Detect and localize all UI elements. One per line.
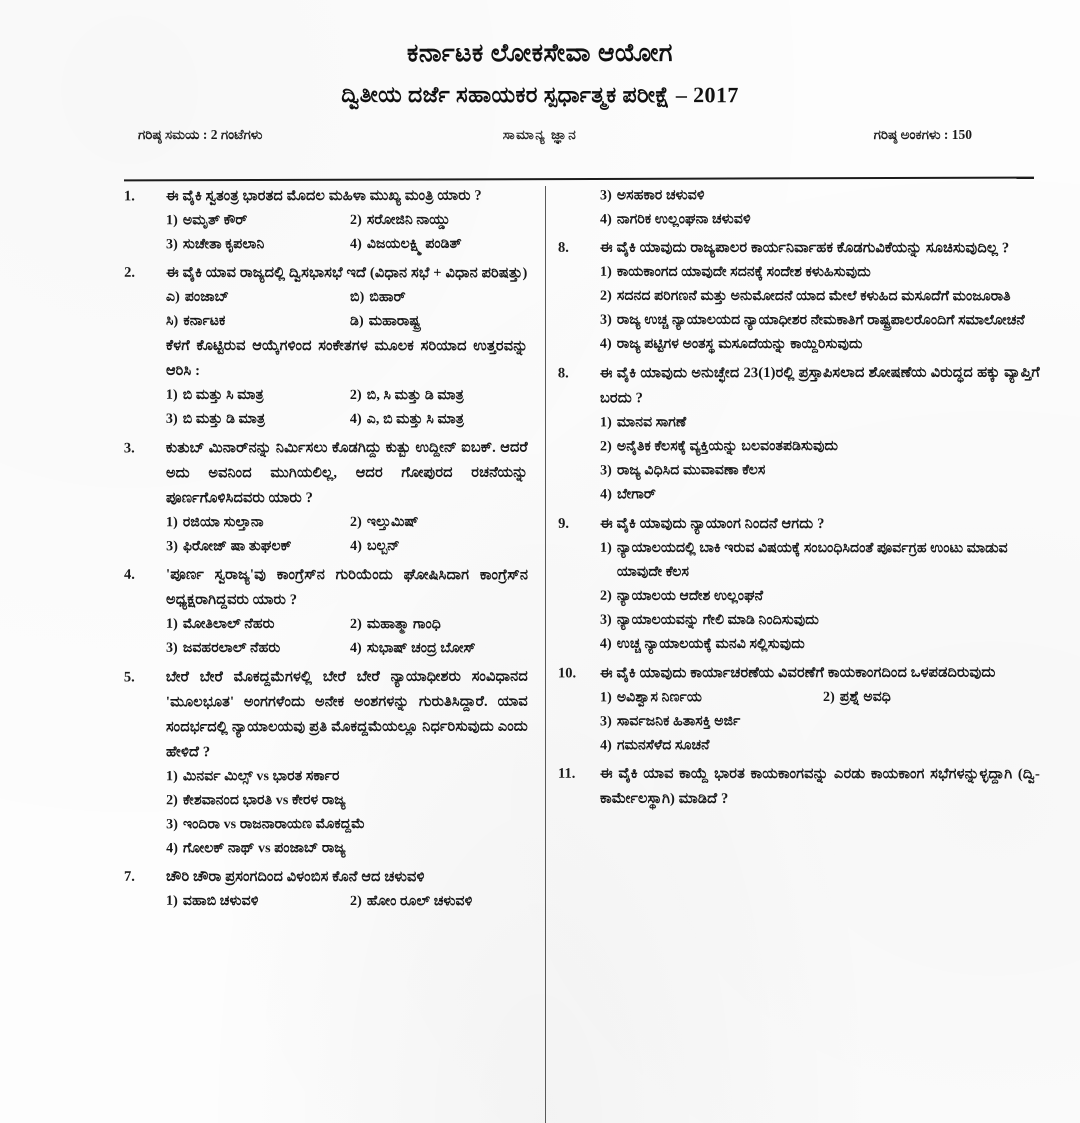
option-item[interactable] bbox=[350, 233, 528, 257]
option-item[interactable] bbox=[600, 285, 1040, 310]
option-text: ಕರ್ನಾಟಕ bbox=[183, 313, 226, 329]
option-list bbox=[166, 765, 528, 862]
option-item[interactable] bbox=[600, 184, 1040, 209]
question-columns bbox=[0, 184, 1080, 1123]
option-item[interactable] bbox=[166, 765, 528, 790]
option-text: ಮಿನರ್ವ ಮಿಲ್ಸ್ vs ಭಾರತ ಸರ್ಕಾರ bbox=[182, 768, 340, 785]
option-item[interactable] bbox=[166, 286, 344, 310]
question-text: ಚೌರಿ ಚೌರಾ ಪ್ರಸಂಗದಿಂದ ವಿಳಂಬಿಸ ಕೊನೆ ಆದ ಚಳುವಳಿ bbox=[166, 869, 425, 886]
option-item[interactable] bbox=[600, 333, 1040, 358]
question-number: 9. bbox=[558, 515, 569, 532]
question-body bbox=[166, 261, 528, 433]
option-label: 2) bbox=[350, 514, 362, 530]
option-item[interactable] bbox=[600, 710, 1040, 735]
option-text: ಬಿ ಮತ್ತು ಡಿ ಮಾತ್ರ bbox=[182, 411, 266, 428]
option-item[interactable] bbox=[600, 686, 817, 710]
option-list bbox=[600, 536, 1040, 657]
question-number bbox=[558, 184, 600, 232]
question-number: 8. bbox=[557, 365, 569, 382]
option-text: ಇಂದಿರಾ vs ರಾಜನಾರಾಯಣ ಮೊಕದ್ದಮೆ bbox=[182, 817, 366, 833]
page-header bbox=[0, 0, 1080, 110]
option-text: ವಹಾಬಿ ಚಳುವಳಿ bbox=[182, 894, 259, 910]
option-list bbox=[166, 286, 528, 335]
option-label: 3) bbox=[165, 411, 178, 427]
option-item[interactable] bbox=[600, 261, 1040, 286]
option-item[interactable] bbox=[600, 483, 1040, 508]
option-label: 3) bbox=[166, 237, 178, 253]
option-text: ಅಸಹಕಾರ ಚಳುವಳಿ bbox=[616, 188, 705, 204]
option-label: 3) bbox=[166, 817, 178, 833]
option-label: 2) bbox=[349, 212, 362, 228]
option-item[interactable] bbox=[166, 637, 344, 661]
question-body bbox=[600, 236, 1040, 358]
option-text: ಅವಿಶ್ವಾಸ ನಿರ್ಣಯ bbox=[616, 690, 702, 706]
option-item[interactable] bbox=[350, 511, 528, 535]
option-text: ಫಿರೋಜ್ ಷಾ ತುಘಲಕ್ bbox=[182, 539, 292, 555]
option-label: 4) bbox=[599, 636, 612, 652]
option-label: 2) bbox=[599, 588, 612, 604]
option-text: ನ್ಯಾಯಾಲಯ ಆದೇಶ ಉಲ್ಲಂಘನೆ bbox=[616, 588, 764, 604]
option-text: ಕಾಯಕಾಂಗದ ಯಾವುದೇ ಸದನಕ್ಕೆ ಸಂದೇಶ ಕಳುಹಿಸುವುದು bbox=[616, 264, 871, 281]
question-block bbox=[558, 511, 1040, 657]
option-text: ರಾಜ್ಯ ವಿಧಿಸಿದ ಮುವಾವಣಾ ಕೆಲಸ bbox=[616, 463, 766, 479]
question-body bbox=[600, 762, 1040, 812]
max-marks-label: ಗರಿಷ್ಠ ಅಂಕಗಳು : 150 bbox=[873, 126, 972, 142]
option-item[interactable] bbox=[600, 459, 1040, 484]
option-item[interactable] bbox=[166, 890, 344, 914]
option-item[interactable] bbox=[166, 789, 528, 814]
option-label: 1) bbox=[166, 515, 178, 531]
option-label: 2) bbox=[349, 894, 362, 910]
question-block bbox=[124, 865, 528, 915]
question-sub-note: ಕೆಳಗೆ ಕೊಟ್ಟಿರುವ ಆಯ್ಕೆಗಳಿಂದ ಸಂಕೇತಗಳ ಮೂಲಕ ಸರಿಯಾದ ಉತ್ತರವನ್ನು ಆರಿಸಿ : bbox=[165, 337, 529, 379]
question-text: ಈ ವೈಕಿ ಯಾವುದು ಅನುಚ್ಛೇದ 23(1)ರಲ್ಲಿ ಪ್ರಸ್ತಾಪಿಸಲಾದ ಶೋಷಣೆಯ ವಿರುದ್ಧದ ಹಕ್ಕು ವ್ಯಾಪ್ತಿಗೆ ಬರದು ? bbox=[599, 364, 1040, 407]
option-text: ಪಂಜಾಬ್ bbox=[184, 289, 229, 305]
option-label: 1) bbox=[165, 213, 178, 229]
option-text: ನಾಗರಿಕ ಉಲ್ಲಂಘನಾ ಚಳುವಳಿ bbox=[616, 212, 751, 228]
option-list bbox=[166, 890, 528, 915]
option-text: ಎ, ಬಿ ಮತ್ತು ಸಿ ಮಾತ್ರ bbox=[366, 412, 464, 428]
option-text: ವಿಜಯಲಕ್ಷ್ಮಿ ಪಂಡಿತ್ bbox=[366, 236, 462, 252]
option-label: ಡಿ) bbox=[350, 314, 364, 330]
option-item[interactable] bbox=[350, 384, 528, 408]
option-item[interactable] bbox=[600, 435, 1040, 460]
option-list bbox=[600, 411, 1040, 508]
question-text: ಈ ವೈಕಿ ಯಾವ ಕಾಯ್ದೆ ಭಾರತ ಕಾಯಕಾಂಗವನ್ನು ಎರಡು ಕಾಯಕಾಂಗ ಸಭೆಗಳನ್ನುಳ್ಳದ್ದಾಗಿ (ದ್ವಿ-ಕಾರ್ಮೇಲಸ್ಥಾಗಿ) ಮಾಡಿದೆ ? bbox=[599, 765, 1041, 807]
option-text: ಗಮನಸೆಳೆದ ಸೂಚನೆ bbox=[616, 738, 710, 754]
left-question-column bbox=[0, 184, 546, 1123]
option-item[interactable] bbox=[350, 535, 528, 559]
option-label: 4) bbox=[599, 337, 612, 353]
question-block bbox=[124, 665, 528, 862]
option-item[interactable] bbox=[600, 411, 1040, 436]
option-text: ಪ್ರಶ್ನೆ ಅವಧಿ bbox=[839, 689, 891, 705]
option-label: 4) bbox=[349, 641, 362, 657]
option-text: ಮೋತಿಲಾಲ್ ನೆಹರು bbox=[182, 616, 275, 632]
question-text: ಕುತುಬ್ ಮಿನಾರ್‌ನನ್ನು ನಿರ್ಮಿಸಲು ಕೊಡಗಿದ್ದು ಕುತ್ಬು ಉದ್ದೀನ್ ಐಬಕ್. ಆದರೆ ಅದು ಅವನಿಂದ ಮುಗಿಯಲಿಲ್ಲ, ಆದರ ಗೋಪುರದ ರಚನೆಯನ್ನು ಪೂರ್ಣಗೊಳಿಸಿದವರು ಯಾರು ? bbox=[165, 439, 528, 507]
option-text: ಕೇಶವಾನಂದ ಭಾರತಿ vs ಕೇರಳ ರಾಜ್ಯ bbox=[182, 793, 346, 809]
option-label: 3) bbox=[600, 463, 612, 479]
right-question-column bbox=[546, 184, 1080, 1123]
option-label: 3) bbox=[599, 188, 612, 204]
option-label: 1) bbox=[600, 540, 612, 556]
option-label: 4) bbox=[166, 841, 179, 857]
question-body bbox=[600, 661, 1040, 759]
option-text: ನ್ಯಾಯಾಲಯವನ್ನು ಗೇಲಿ ಮಾಡಿ ನಿಂದಿಸುವುದು bbox=[616, 612, 819, 628]
option-label: 3) bbox=[600, 714, 612, 730]
question-body bbox=[166, 563, 528, 661]
option-label: 3) bbox=[165, 640, 178, 656]
option-text: ಹೋಂ ರೂಲ್ ಚಳುವಳಿ bbox=[366, 894, 473, 910]
question-block bbox=[558, 361, 1040, 508]
option-label: 2) bbox=[349, 617, 362, 633]
question-block bbox=[124, 184, 528, 258]
option-list bbox=[600, 685, 1040, 758]
option-item[interactable] bbox=[166, 384, 344, 408]
option-label: ಎ) bbox=[166, 289, 180, 305]
option-item[interactable] bbox=[166, 233, 344, 257]
option-item[interactable] bbox=[166, 408, 344, 432]
option-text: ರಾಜ್ಯ ಉಚ್ಚ ನ್ಯಾಯಾಲಯದ ನ್ಯಾಯಾಧೀಶರ ನೇಮಕಾತಿಗೆ ರಾಷ್ಟ್ರಪಾಲರೊಂದಿಗೆ ಸಮಾಲೋಚನೆ bbox=[616, 313, 1025, 329]
option-list bbox=[166, 613, 528, 662]
question-body bbox=[600, 511, 1040, 657]
option-item[interactable] bbox=[600, 208, 1040, 233]
question-number: 5. bbox=[123, 669, 135, 686]
option-item[interactable] bbox=[166, 837, 528, 862]
subject-label: ಸಾಮಾನ್ಯ ಜ್ಞಾನ bbox=[502, 126, 578, 142]
question-text: ಈ ವೈಕಿ ಸ್ವತಂತ್ರ ಭಾರತದ ಮೊದಲ ಮಹಿಳಾ ಮುಖ್ಯ ಮಂತ್ರಿ ಯಾರು ? bbox=[165, 187, 482, 205]
option-item[interactable] bbox=[350, 613, 528, 637]
question-number: 1. bbox=[123, 188, 135, 205]
question-number: 10. bbox=[557, 665, 577, 682]
option-text: ಮಹಾರಾಷ್ಟ್ರ bbox=[368, 314, 421, 330]
question-number: 3. bbox=[123, 440, 135, 457]
question-text: ಬೇರೆ ಬೇರೆ ಮೊಕದ್ದಮೆಗಳಲ್ಲಿ ಬೇರೆ ಬೇರೆ ನ್ಯಾಯಾಧೀಶರು ಸಂವಿಧಾನದ 'ಮೂಲಭೂತ' ಅಂಗಗಳೆಂದು ಅನೇಕ ಅಂಶಗಳನ್ನು ಗುರುತಿಸಿದ್ದಾರೆ. ಯಾವ ಸಂದರ್ಭದಲ್ಲಿ ನ್ಯಾಯಾಲಯವು ಪ್ರತಿ ಮೊಕದ್ದಮೆಯಲ್ಲೂ ನಿರ್ಧರಿಸುವುದು ಎಂದು ಹೇಳಿದೆ ? bbox=[165, 668, 528, 761]
option-label: 2) bbox=[599, 288, 612, 304]
question-body bbox=[166, 865, 528, 914]
option-item[interactable] bbox=[600, 633, 1040, 658]
question-body bbox=[600, 184, 1040, 233]
option-item[interactable] bbox=[166, 535, 344, 559]
option-label: 2) bbox=[166, 793, 178, 809]
option-item[interactable] bbox=[600, 609, 1040, 634]
option-list bbox=[600, 261, 1040, 358]
option-item[interactable] bbox=[350, 890, 528, 914]
question-text: ಈ ವೈಕಿ ಯಾವುದು ರಾಜ್ಯಪಾಲರ ಕಾರ್ಯನಿರ್ವಾಹಕ ಕೊಡಗುವಿಕೆಯನ್ನು ಸೂಚಿಸುವುದಿಲ್ಲ ? bbox=[600, 239, 1010, 257]
question-body bbox=[166, 436, 528, 560]
option-item[interactable] bbox=[350, 310, 528, 334]
option-label: 1) bbox=[600, 264, 612, 280]
option-text: ಸುಚೇತಾ ಕೃಪಲಾನಿ bbox=[182, 237, 265, 253]
option-label: 1) bbox=[165, 894, 178, 910]
option-label: 4) bbox=[600, 487, 612, 503]
option-text: ಬಲ್ಬನ್ bbox=[366, 538, 400, 555]
sub-option-list bbox=[166, 384, 528, 433]
option-label: ಬಿ) bbox=[350, 290, 365, 306]
option-text: ಬಿ ಮತ್ತು ಸಿ ಮಾತ್ರ bbox=[182, 387, 264, 403]
option-item[interactable] bbox=[166, 209, 344, 233]
option-item[interactable] bbox=[166, 613, 344, 637]
option-label: 4) bbox=[350, 539, 362, 555]
exam-meta-row bbox=[0, 127, 1080, 149]
question-block bbox=[558, 762, 1040, 812]
option-item[interactable] bbox=[600, 584, 1040, 609]
option-label: 2) bbox=[349, 388, 362, 404]
question-text: 'ಪೂರ್ಣ ಸ್ವರಾಜ್ಯ'ವು ಕಾಂಗ್ರೆಸ್‌ನ ಗುರಿಯೆಂದು ಘೋಷಿಸಿದಾಗ ಕಾಂಗ್ರೆಸ್‌ನ ಅಧ್ಯಕ್ಷರಾಗಿದ್ದವರು ಯಾರು ? bbox=[166, 566, 529, 609]
option-label: 3) bbox=[599, 313, 612, 329]
option-label: 4) bbox=[600, 738, 612, 754]
option-text: ಸಾರ್ವಜನಿಕ ಹಿತಾಸಕ್ತಿ ಅರ್ಜಿ bbox=[616, 714, 741, 730]
option-text: ರಜಿಯಾ ಸುಲ್ತಾನಾ bbox=[182, 515, 264, 531]
question-text: ಈ ವೈಕಿ ಯಾವುದು ನ್ಯಾಯಾಂಗ ನಿಂದನೆ ಆಗದು ? bbox=[600, 515, 825, 532]
option-text: ಬೇಗಾರ್ bbox=[616, 487, 656, 503]
option-label: 1) bbox=[166, 769, 178, 785]
option-text: ಸದನದ ಪರಿಗಣನೆ ಮತ್ತು ಅನುಮೋದನೆ ಯಾದ ಮೇಲೆ ಕಳುಹಿದ ಮಸೂದೆಗೆ ಮಂಜೂರಾತಿ bbox=[616, 288, 1011, 305]
option-text: ನ್ಯಾಯಾಲಯದಲ್ಲಿ ಬಾಕಿ ಇರುವ ವಿಷಯಕ್ಕೆ ಸಂಬಂಧಿಸಿದಂತೆ ಪೂರ್ವಗ್ರಹ ಉಂಟು ಮಾಡುವ ಯಾವುದೇ ಕೆಲಸ bbox=[616, 540, 1008, 580]
question-block bbox=[124, 261, 528, 433]
question-body bbox=[600, 361, 1040, 508]
question-number: 8. bbox=[558, 239, 569, 256]
option-item[interactable] bbox=[350, 286, 528, 310]
max-time-label: ಗರಿಷ್ಠ ಸಮಯ : 2 ಗಂಟೆಗಳು bbox=[138, 126, 263, 142]
question-block bbox=[558, 236, 1040, 358]
option-item[interactable] bbox=[823, 685, 1040, 709]
exam-title: ದ್ವಿತೀಯ ದರ್ಜೆ ಸಹಾಯಕರ ಸ್ಪರ್ಧಾತ್ಮಕ ಪರೀಕ್ಷೆ – 2017 bbox=[341, 82, 739, 108]
option-item[interactable] bbox=[350, 408, 528, 432]
question-block bbox=[558, 184, 1040, 233]
option-text: ರಾಜ್ಯ ಪಟ್ಟಿಗಳ ಅಂತಸ್ಥ ಮಸೂದೆಯನ್ನು ಕಾಯ್ದಿರಿಸುವುದು bbox=[616, 337, 863, 353]
option-list bbox=[166, 511, 528, 560]
option-text: ಅಮೃತ್ ಕೌರ್ bbox=[182, 213, 248, 229]
option-list bbox=[166, 209, 528, 258]
organization-title: ಕರ್ನಾಟಕ ಲೋಕಸೇವಾ ಆಯೋಗ bbox=[406, 39, 674, 68]
question-text: ಈ ವೈಕಿ ಯಾವುದು ಕಾರ್ಯಾಚರಣೆಯ ವಿವರಣೆಗೆ ಕಾಯಕಾಂಗದಿಂದ ಒಳಪಡದಿರುವುದು bbox=[599, 664, 996, 682]
question-number: 2. bbox=[124, 264, 135, 281]
question-body bbox=[166, 665, 528, 862]
option-label: 1) bbox=[165, 387, 178, 403]
option-label: 1) bbox=[165, 616, 178, 632]
option-item[interactable] bbox=[166, 511, 344, 535]
option-label: 4) bbox=[350, 236, 362, 252]
option-item[interactable] bbox=[350, 637, 528, 661]
option-label: 2) bbox=[822, 689, 835, 705]
option-label: 4) bbox=[600, 212, 612, 228]
option-label: 3) bbox=[599, 612, 612, 628]
question-text: ಈ ವೈಕಿ ಯಾವ ರಾಜ್ಯದಲ್ಲಿ ದ್ವಿಸಭಾಸಭೆ ಇದೆ (ವಿಧಾನ ಸಭೆ + ವಿಧಾನ ಪರಿಷತ್ತು) bbox=[166, 264, 528, 282]
question-block bbox=[558, 661, 1040, 759]
option-item[interactable] bbox=[166, 310, 344, 334]
option-text: ಸುಭಾಷ್ ಚಂದ್ರ ಬೋಸ್ bbox=[366, 641, 476, 657]
option-label: 1) bbox=[599, 690, 612, 706]
option-text: ಇಲ್ತುಮಿಷ್ bbox=[366, 514, 419, 530]
header-divider-rule bbox=[124, 177, 1034, 182]
option-list bbox=[600, 184, 1040, 233]
option-text: ಬಿಹಾರ್ bbox=[369, 290, 406, 306]
question-number: 11. bbox=[558, 765, 576, 782]
option-text: ಉಚ್ಚ ನ್ಯಾಯಾಲಯಕ್ಕೆ ಮನವಿ ಸಲ್ಲಿಸುವುದು bbox=[616, 636, 805, 652]
option-label: 3) bbox=[166, 539, 178, 555]
option-item[interactable] bbox=[166, 813, 528, 838]
option-text: ಜವಹರಲಾಲ್ ನೆಹರು bbox=[182, 640, 281, 657]
option-label: 4) bbox=[349, 412, 362, 428]
option-text: ಅನೈತಿಕ ಕೆಲಸಕ್ಕೆ ವ್ಯಕ್ತಿಯನ್ನು ಬಲವಂತಪಡಿಸುವುದು bbox=[616, 439, 839, 455]
option-label: 2) bbox=[600, 439, 612, 455]
option-item[interactable] bbox=[600, 734, 1040, 759]
question-block bbox=[124, 563, 528, 662]
question-number: 7. bbox=[124, 869, 135, 886]
option-label: 1) bbox=[599, 415, 612, 431]
option-text: ಮಹಾತ್ಮಾ ಗಾಂಧಿ bbox=[366, 617, 441, 633]
question-block bbox=[124, 436, 528, 560]
option-item[interactable] bbox=[350, 209, 528, 233]
question-number: 4. bbox=[124, 566, 135, 583]
option-item[interactable] bbox=[600, 309, 1040, 334]
option-text: ಸರೋಜಿನಿ ನಾಯ್ಡು bbox=[366, 212, 451, 228]
option-label: ಸಿ) bbox=[166, 313, 179, 329]
option-text: ಬಿ, ಸಿ ಮತ್ತು ಡಿ ಮಾತ್ರ bbox=[366, 388, 464, 404]
question-body bbox=[166, 184, 528, 258]
option-text: ಮಾನವ ಸಾಗಣೆ bbox=[616, 415, 687, 431]
option-item[interactable] bbox=[600, 536, 1040, 585]
option-text: ಗೋಲಕ್ ನಾಥ್ vs ಪಂಜಾಬ್ ರಾಜ್ಯ bbox=[183, 841, 346, 857]
